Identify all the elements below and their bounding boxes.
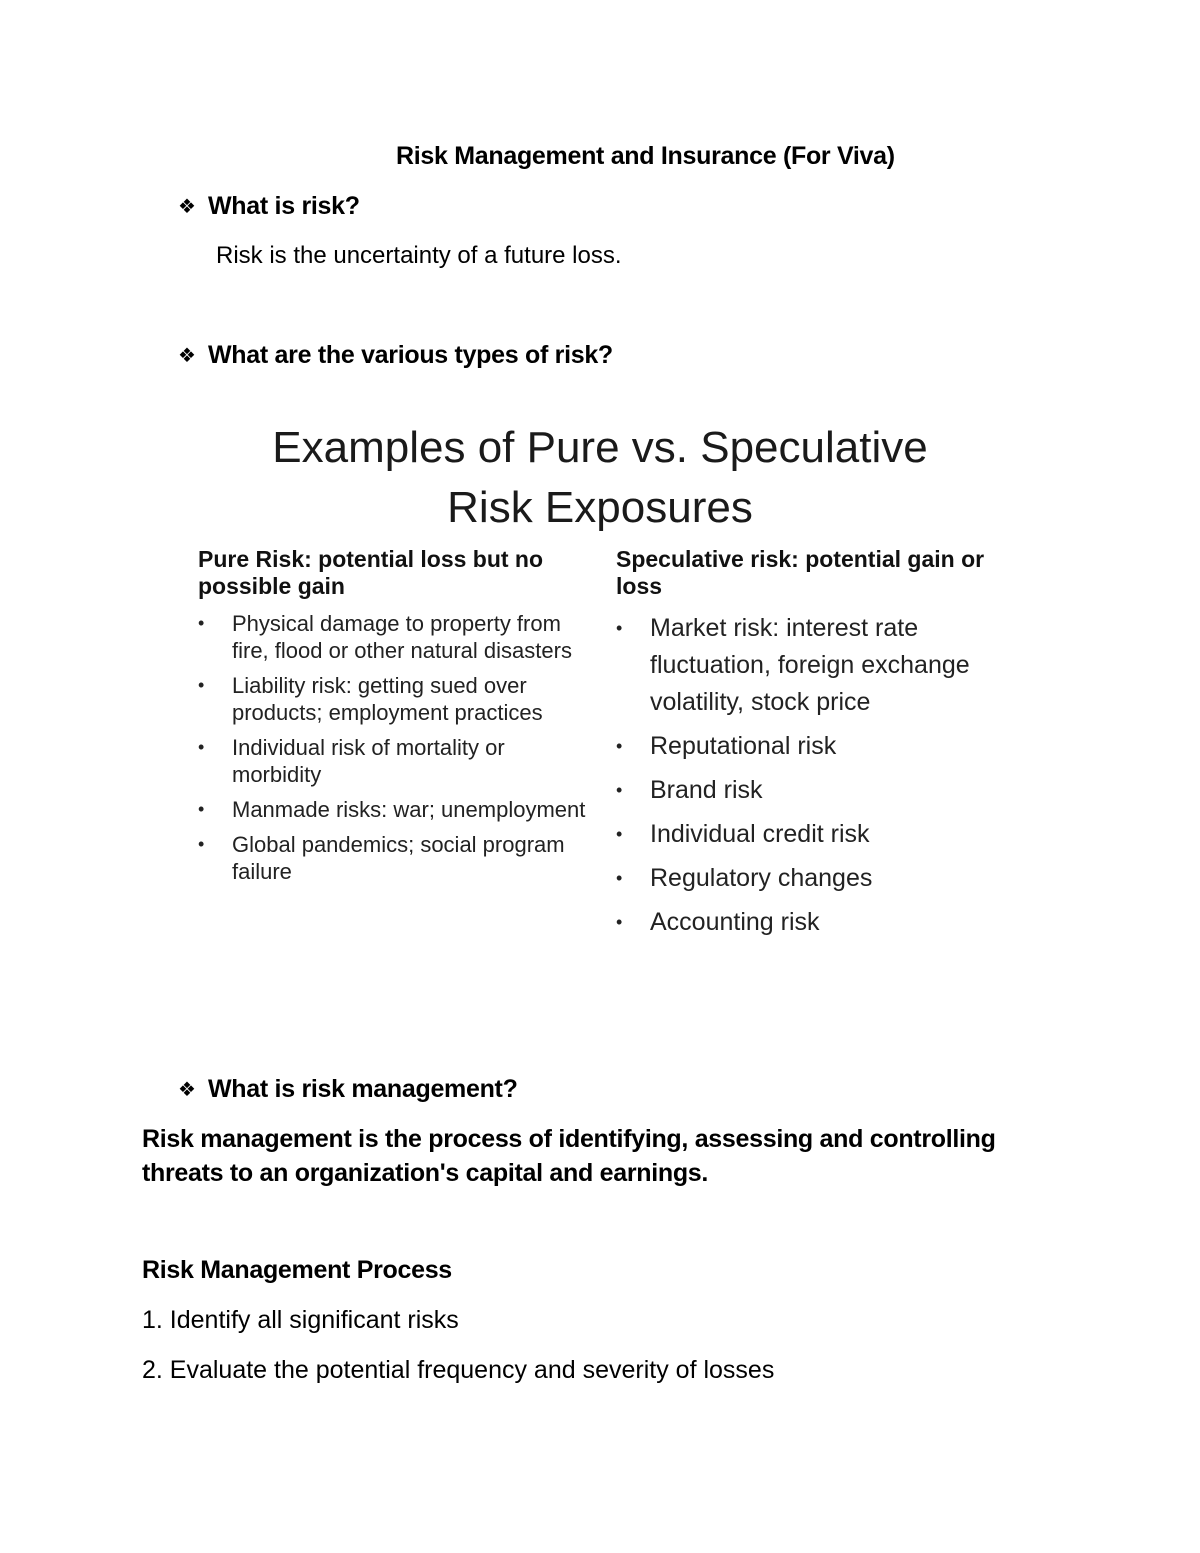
- list-item: • Individual risk of mortality or morbidity: [198, 735, 505, 787]
- bullet-icon: •: [616, 618, 623, 638]
- answer-risk-management: Risk management is the process of identifying, assessing and controlling threats to an organization's capital and earnings.: [142, 1125, 996, 1187]
- bullet-icon: •: [616, 912, 623, 932]
- list-item: • Market risk: interest rate fluctuation, foreign exchange volatility, stock price: [616, 610, 996, 721]
- speculative-risk-column: [616, 546, 996, 948]
- question-text: What is risk management?: [208, 1075, 518, 1103]
- question-risk-management: [178, 1075, 518, 1104]
- answer-what-is-risk: Risk is the uncertainty of a future loss.: [216, 242, 622, 269]
- list-item: • Accounting risk: [616, 904, 996, 941]
- slide-title-line-1: Examples of Pure vs. Speculative: [272, 423, 928, 472]
- process-step-2: 2. Evaluate the potential frequency and severity of losses: [142, 1356, 775, 1384]
- diamond-bullet-icon: ❖: [178, 345, 196, 367]
- speculative-risk-list: [616, 610, 996, 941]
- bullet-icon: •: [616, 868, 623, 888]
- risk-exposures-slide: [190, 410, 1010, 1000]
- process-step-1: 1. Identify all significant risks: [142, 1306, 459, 1334]
- list-item: • Regulatory changes: [616, 860, 996, 897]
- process-heading: Risk Management Process: [142, 1256, 452, 1284]
- list-item: • Manmade risks: war; unemployment: [198, 797, 586, 822]
- list-item: • Physical damage to property from fire, flood or other natural disasters: [198, 611, 572, 663]
- bullet-icon: •: [616, 736, 623, 756]
- list-item: • Reputational risk: [616, 728, 996, 765]
- bullet-icon: •: [198, 834, 205, 854]
- bullet-icon: •: [616, 780, 623, 800]
- bullet-icon: •: [198, 799, 205, 819]
- diamond-bullet-icon: ❖: [178, 1079, 196, 1101]
- list-item: • Brand risk: [616, 772, 996, 809]
- diamond-bullet-icon: ❖: [178, 196, 196, 218]
- pure-risk-column: [198, 546, 588, 893]
- speculative-risk-heading: Speculative risk: potential gain or loss: [616, 546, 985, 599]
- list-item: • Global pandemics; social program failure: [198, 832, 565, 884]
- slide-title-line-2: Risk Exposures: [447, 483, 753, 532]
- question-text: What are the various types of risk?: [208, 341, 613, 369]
- slide-title: [190, 418, 1010, 538]
- document-title: Risk Management and Insurance (For Viva): [396, 142, 895, 170]
- pure-risk-heading: Pure Risk: potential loss but no possible gain: [198, 546, 544, 599]
- question-text: What is risk?: [208, 192, 360, 220]
- bullet-icon: •: [198, 737, 205, 757]
- question-types-of-risk: [178, 341, 613, 370]
- bullet-icon: •: [198, 613, 205, 633]
- question-what-is-risk: [178, 192, 360, 221]
- list-item: • Liability risk: getting sued over products; employment practices: [198, 673, 543, 725]
- bullet-icon: •: [198, 675, 205, 695]
- list-item: • Individual credit risk: [616, 816, 996, 853]
- bullet-icon: •: [616, 824, 623, 844]
- pure-risk-list: [198, 610, 588, 885]
